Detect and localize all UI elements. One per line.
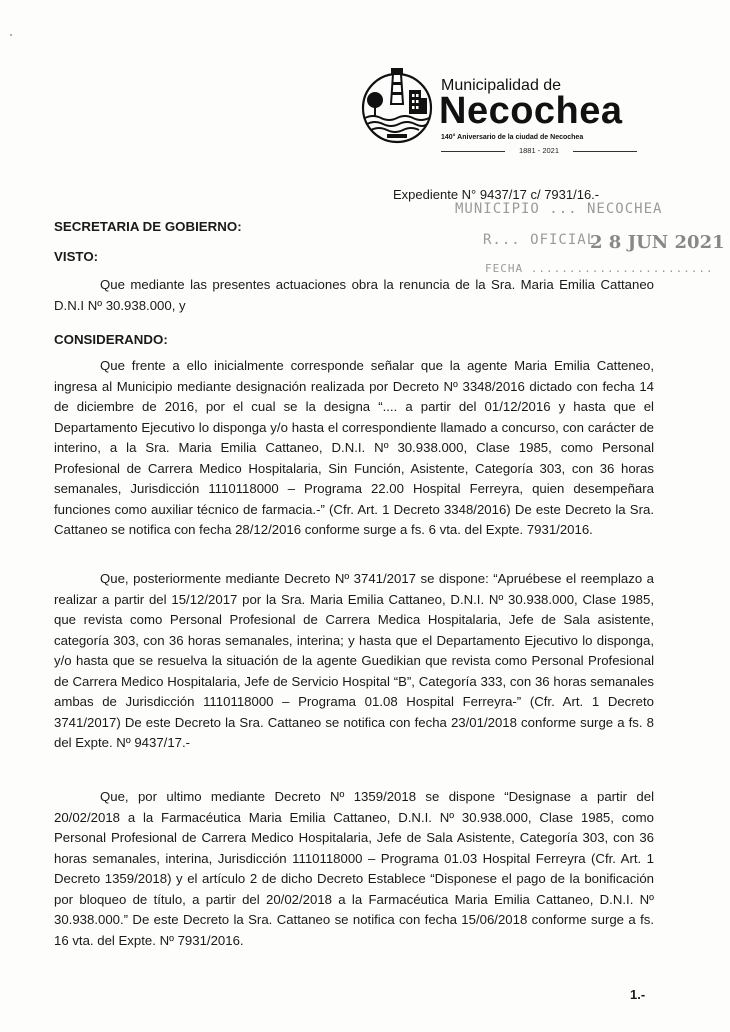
stamp-date: 2 8 JUN 2021 [590, 232, 725, 253]
stamp-line-1: MUNICIPIO ... NECOCHEA [455, 201, 663, 217]
expediente-number: Expediente N° 9437/17 c/ 7931/16.- [393, 187, 600, 202]
considerando-heading: CONSIDERANDO: [54, 332, 168, 347]
visto-paragraph: Que mediante las presentes actuaciones obra la renuncia de la Sra. Maria Emilia Cattaneo D.N.I Nº 30.938.000, y [54, 277, 654, 313]
stamp-line-3: FECHA ........................ [485, 262, 714, 275]
years-label: 1881 - 2021 [518, 146, 560, 155]
paragraph-3: Que, por ultimo mediante Decreto Nº 1359/2018 se dispone “Designase a partir del 20/02/2018 a la Farmacéutica Maria Emilia Cattaneo, D.N.I. Nº 30.938.000, Clase 1985, como Personal Profesional de Carrera Medico Hospitalaria, Jefe de Sala Asistente, Categoría 303, con 36 horas semanales, interina, Jurisdicción 1110118000 – Programa 01.03 Hospital Ferreyra (Cfr. Art. 1 Decreto 1359/2018) y el artículo 2 de dicho Decreto Establece “Disponese el pago de la bonificación por bloqueo de título, a partir del 20/02/2018 a la Farmacéutica Maria Emilia Cattaneo, D.N.I. Nº 30.938.000.” De este Decreto la Sra. Cattaneo se notifica con fecha 15/06/2018 conforme surge a fs. 16 vta. del Expte. Nº 7931/2016. [54, 789, 654, 948]
municipality-label: Municipalidad de [441, 77, 562, 94]
stamp-line-2: R... OFICIAL [483, 232, 597, 248]
lighthouse-emblem-icon [357, 64, 437, 146]
paragraph-1: Que frente a ello inicialmente corresponde señalar que la agente Maria Emilia Catteneo, ingresa al Municipio mediante designación realizada por Decreto Nº 3348/2016 dictado con fecha 14 de diciembre de 2016, por el cual se la designa “.... a partir del 01/12/2016 y hasta que el Departamento Ejecutivo lo disponga y/o hasta el correspondiente llamado a concurso, con carácter de interino, a la Sra. Maria Emilia Cattaneo, D.N.I. Nº 30.938.000, Clase 1985, como Personal Profesional de Carrera Medico Hospitalaria, Sin Función, Asistente, Categoría 303, con 36 horas semanales, Jurisdicción 1110118000 – Programa 22.00 Hospital Ferreyra, quien desempeñara funciones como auxiliar técnico de farmacia.-” (Cfr. Art. 1 Decreto 3348/2016) De este Decreto la Sra. Cattaneo se notifica con fecha 28/12/2016 conforme surge a fs. 6 vta. del Expte. 7931/2016. [54, 358, 654, 537]
paragraph-2: Que, posteriormente mediante Decreto Nº 3741/2017 se dispone: “Apruébese el reemplazo a realizar a partir del 15/12/2017 por la Sra. Maria Emilia Cattaneo, D.N.I. Nº 30.938.000, Clase 1985, que revista como Personal Profesional de Carrera Medica Hospitalaria, Jefe de Sala asistente, categoría 303, con 36 horas semanales, interina; y hasta que el Departamento Ejecutivo lo disponga, y/o hasta que se resuelva la situación de la agente Guedikian que revista como Personal Profesional de Carrera Medico Hospitalaria, Jefe de Servicio Hospital “B”, Categoría 333, con 36 horas semanales ambas de Jurisdicción 1110118000 – Programa 01.08 Hospital Ferreyra-” (Cfr. Art. 1 Decreto 3741/2017) De este Decreto la Sra. Cattaneo se notifica con fecha 23/01/2018 conforme surge a fs. 8 del Expte. Nº 9437/17.- [54, 571, 654, 750]
secretaria-heading: SECRETARIA DE GOBIERNO: [54, 219, 242, 234]
anniversary-label: 140° Aniversario de la ciudad de Necochea [441, 134, 584, 141]
page-number: 1.- [630, 987, 646, 1002]
visto-heading: VISTO: [54, 249, 99, 264]
city-name: Necochea [439, 90, 623, 132]
scan-speck [10, 34, 12, 36]
years-divider [441, 146, 637, 156]
